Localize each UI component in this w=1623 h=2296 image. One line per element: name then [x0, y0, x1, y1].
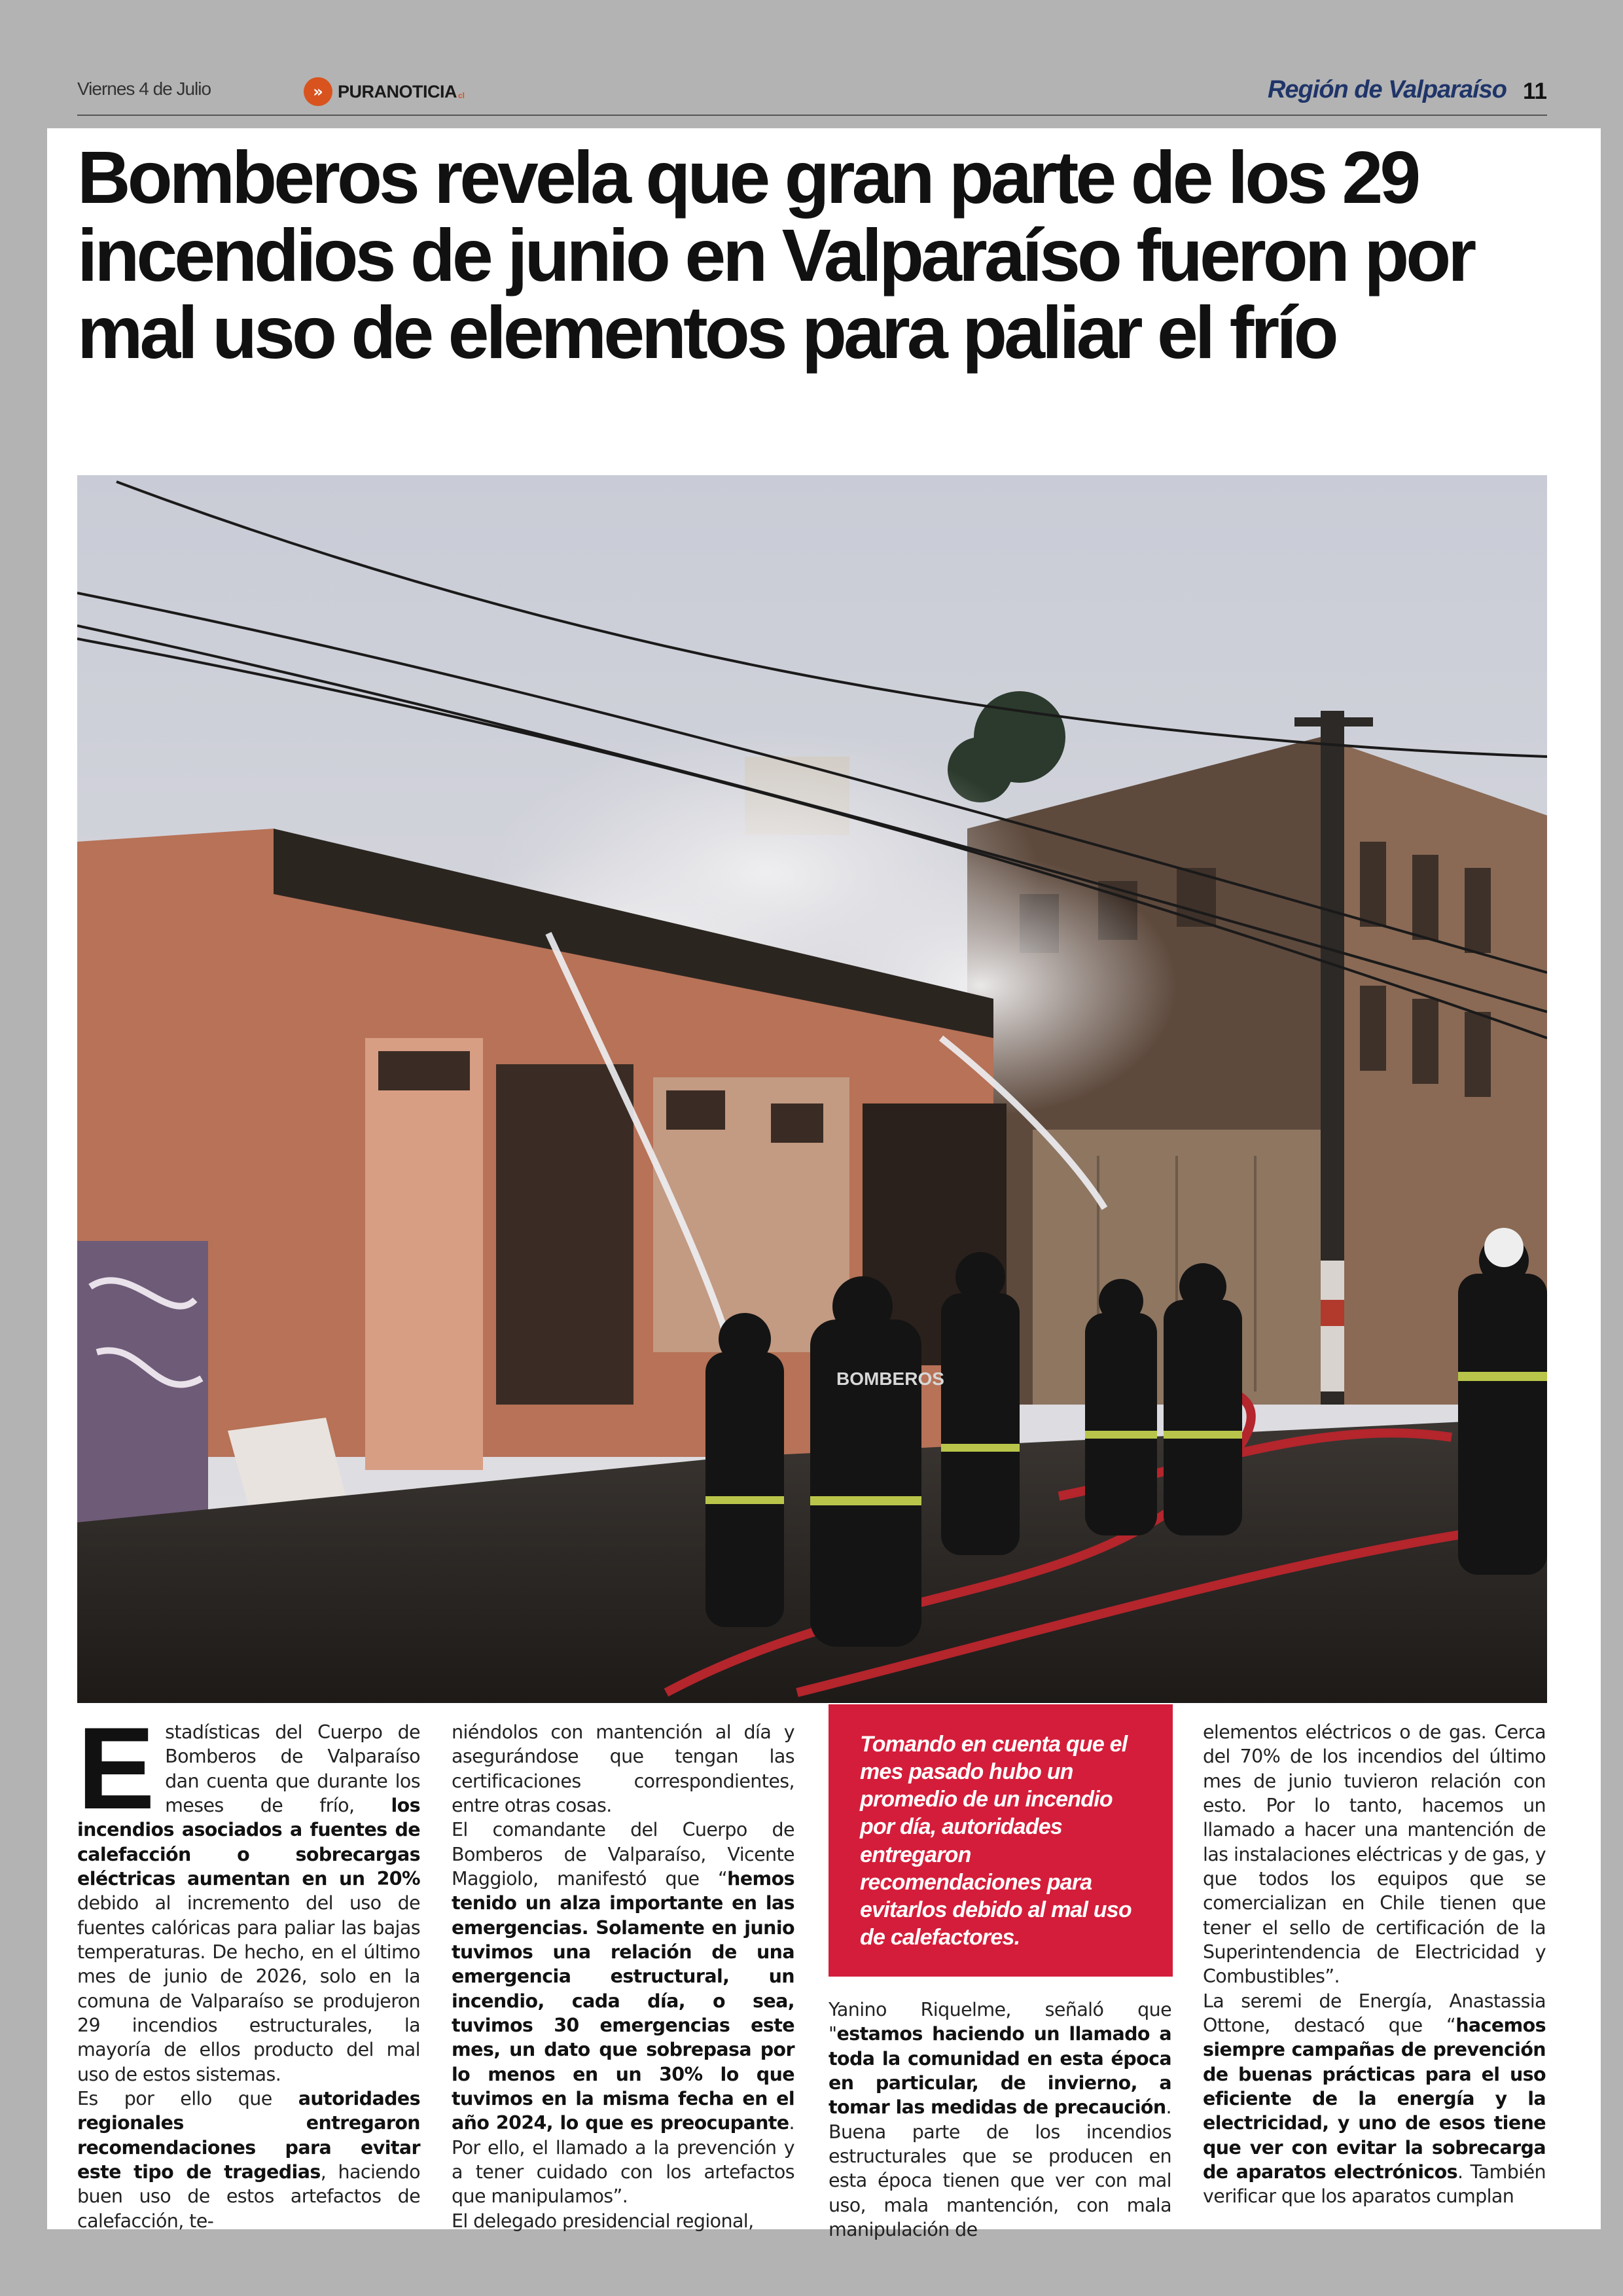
issue-date: Viernes 4 de Julio: [77, 79, 211, 99]
column-text: [452, 1720, 794, 2233]
emphasized-text: hacemos siempre campañas de prevención de buenas prácticas para el uso eficiente de la energía y la electricidad, y uno de esos tiene que ver con evitar la sobrecarga de aparatos electrónicos: [1203, 2014, 1546, 2183]
column-text: [829, 1998, 1171, 2242]
body-column-1: [77, 1703, 420, 2233]
body-text: Es por ello que: [77, 2087, 298, 2109]
section-title: Región de Valparaíso: [1267, 76, 1507, 103]
emphasized-text: estamos haciendo un llamado a toda la comunidad en esta época en particular, de invierno, a tomar las medidas de precaución: [829, 2023, 1171, 2119]
body-text: . Buena parte de los incendios estructurales que se producen en esta época tienen que ver con mal uso, mala mantención, con mala manipulación de: [829, 2096, 1171, 2240]
body-text: . También verificar que los aparatos cumplan: [1203, 2161, 1546, 2208]
body-column-2: [452, 1720, 794, 2233]
body-column-4: [1203, 1720, 1546, 2209]
brand-name: PURANOTICIA: [338, 81, 457, 101]
emphasized-text: hemos tenido un alza importante en las emergencias. Solamente en junio tuvimos una relación de una emergencia estructural, un incendio, cada día, o sea, tuvimos 30 emergencias este mes, un dato que sobrepasa por lo menos en un 30% lo que tuvimos en la misma fecha en el año 2024, lo que es preocupante: [452, 1867, 794, 2134]
header-divider: [77, 115, 1547, 116]
body-text: niéndolos con mantención al día y asegurándose que tengan las certificaciones correspondientes, entre otras cosas.: [452, 1721, 794, 1816]
photo-jacket-text: BOMBEROS: [836, 1369, 944, 1389]
body-text: Yanino Riquelme, señaló que ": [829, 1999, 1171, 2045]
body-text: stadísticas del Cuerpo de Bomberos de Valparaíso dan cuenta que durante los meses de frío,: [165, 1721, 420, 1816]
page-number: 11: [1523, 79, 1547, 104]
body-text: La seremi de Energía, Anastassia Ottone, destacó que “: [1203, 1990, 1546, 2036]
brand-logo: [304, 75, 465, 109]
body-text: , haciendo buen uso de estos artefactos de calefacción, te-: [77, 2161, 420, 2232]
body-text: elementos eléctricos o de gas. Cerca del 70% de los incendios del último mes de junio tuvieron relación con esto. Por lo tanto, hacemos un llamado a hacer una mantención de las instalaciones eléctricas y de gas, y que todos los equipos que se comercializan en Chile tienen que tener el sello de certificación de la Superintendencia de Electricidad y Combustibles”.: [1203, 1721, 1546, 1988]
drop-cap: E: [77, 1703, 155, 1833]
article-headline: Bomberos revela que gran parte de los 29 incendios de junio en Valparaíso fueron por mal uso de elementos para paliar el frío: [77, 136, 1474, 374]
body-text: El delegado presidencial regional,: [452, 2210, 754, 2232]
body-text: El comandante del Cuerpo de Bomberos de Valparaíso, Vicente Maggiolo, manifestó que “: [452, 1819, 794, 1890]
firefighters-photo-illustration: [77, 475, 1547, 1703]
column-text: [1203, 1720, 1546, 2209]
brand-suffix: cl: [458, 91, 465, 100]
brand-logo-icon: »: [304, 77, 332, 106]
body-column-3: [829, 1998, 1171, 2242]
body-text: debido al incremento del uso de fuentes calóricas para paliar las bajas temperaturas. De hecho, en el último mes de junio de 2026, solo en la comuna de Valparaíso se produjeron 29 incendios estructurales, la mayoría de ellos producto del mal uso de estos sistemas.: [77, 1892, 420, 2085]
emphasized-text: autoridades regionales entregaron recomendaciones para evitar este tipo de tragedias: [77, 2087, 420, 2183]
pull-quote: Tomando en cuenta que el mes pasado hubo un promedio de un incendio por día, autoridades entregaron recomendaciones para evitarlos debido al mal uso de calefactores.: [829, 1704, 1173, 1977]
article-photo: [77, 475, 1547, 1703]
body-text: . Por ello, el llamado a la prevención y a tener cuidado con los artefactos que manipulamos”.: [452, 2112, 794, 2208]
emphasized-text: los incendios asociados a fuentes de calefacción o sobrecargas eléctricas aumentan en un 20%: [77, 1794, 420, 1890]
